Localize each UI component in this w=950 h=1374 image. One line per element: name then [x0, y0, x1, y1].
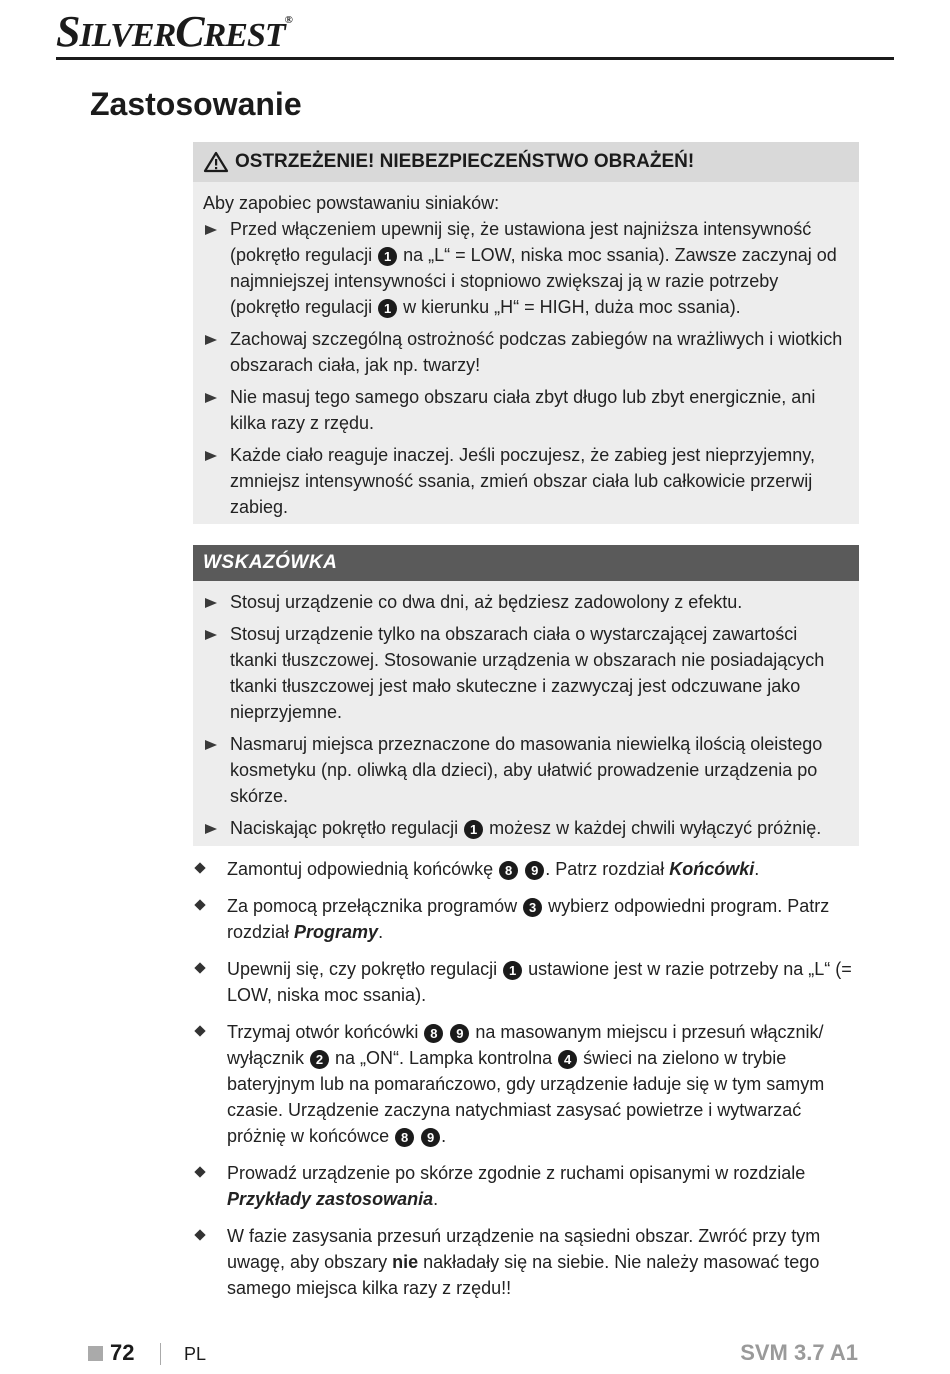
- warning-box: [193, 142, 859, 524]
- diamond-bullet-icon: [194, 962, 205, 973]
- part-number-badge: 4: [558, 1050, 577, 1069]
- part-number-badge: 8: [499, 861, 518, 880]
- list-item: Zachowaj szczególną ostrożność podczas zabiegów na wrażliwych i wiotkich obszarach ciała, jak np. twarzy!: [203, 326, 849, 378]
- footer-separator: [160, 1343, 161, 1365]
- part-number-badge: 1: [464, 820, 483, 839]
- chapter-reference: Programy: [294, 922, 379, 942]
- arrow-bullet-icon: [205, 393, 217, 403]
- step-item: Za pomocą przełącznika programów 3 wybierz odpowiedni program. Patrz rozdział Programy.: [193, 893, 859, 945]
- arrow-bullet-icon: [205, 225, 217, 235]
- page-footer: [88, 1340, 858, 1370]
- language-code: PL: [184, 1344, 207, 1364]
- chapter-reference: Przykłady zastosowania: [227, 1189, 434, 1209]
- header-rule: [56, 57, 894, 60]
- diamond-bullet-icon: [194, 899, 205, 910]
- page-number: 72: [110, 1340, 135, 1365]
- arrow-bullet-icon: [205, 824, 217, 834]
- step-item: Trzymaj otwór końcówki 8 9 na masowanym miejscu i przesuń włącznik/ wyłącznik 2 na „ON“. Lampka kontrolna 4 świeci na zielono w trybie bateryjnym lub na pomarańczowo, gdy urządzenie ładuje się w tym samym czasie. Urządzenie zaczyna natychmiast zasysać powietrze i wytwarzać próżnię w końcówce 8 9 .: [193, 1019, 859, 1149]
- step-item: Zamontuj odpowiednią końcówkę 8 9 . Patrz rozdział Końcówki.: [193, 856, 859, 882]
- warning-heading-text: OSTRZEŻENIE! NIEBEZPIECZEŃSTWO OBRAŻEŃ!: [235, 151, 695, 172]
- part-number-badge: 8: [424, 1024, 443, 1043]
- page-title: Zastosowanie: [90, 86, 302, 122]
- step-item: W fazie zasysania przesuń urządzenie na sąsiedni obszar. Zwróć przy tym uwagę, aby obszary nie nakładały się na siebie. Nie należy masować tego samego miejsca kilka razy z rzędu!!: [193, 1223, 859, 1301]
- part-number-badge: 1: [378, 247, 397, 266]
- list-item: Każde ciało reaguje inaczej. Jeśli poczujesz, że zabieg jest nieprzyjemny, zmniejsz intensywność ssania, zmień obszar ciała lub całkowicie przerwij zabieg.: [203, 442, 849, 520]
- part-number-badge: 1: [378, 299, 397, 318]
- warning-intro: Aby zapobiec powstawaniu siniaków:: [203, 193, 500, 213]
- hint-list: [193, 581, 859, 841]
- list-item: Stosuj urządzenie tylko na obszarach ciała o wystarczającej zawartości tkanki tłuszczowej. Stosowanie urządzenia w obszarach nie posiadających tkanki tłuszczowej jest mało skuteczne i zazwyczaj jest odczuwane jako nieprzyjemne.: [203, 621, 849, 725]
- part-number-badge: 9: [450, 1024, 469, 1043]
- warning-triangle-icon: [203, 151, 229, 173]
- emphasis-text: nie: [392, 1252, 419, 1272]
- step-item: Upewnij się, czy pokrętło regulacji 1 ustawione jest w razie potrzeby na „L“ (= LOW, niska moc ssania).: [193, 956, 859, 1008]
- arrow-bullet-icon: [205, 335, 217, 345]
- list-item: Nasmaruj miejsca przeznaczone do masowania niewielką ilością oleistego kosmetyku (np. oliwką dla dzieci), aby ułatwić prowadzenie urządzenia po skórze.: [203, 731, 849, 809]
- part-number-badge: 1: [503, 961, 522, 980]
- part-number-badge: 3: [523, 898, 542, 917]
- diamond-bullet-icon: [194, 1166, 205, 1177]
- part-number-badge: 8: [395, 1128, 414, 1147]
- part-number-badge: 9: [525, 861, 544, 880]
- arrow-bullet-icon: [205, 740, 217, 750]
- hint-box: [193, 545, 859, 846]
- chapter-reference: Końcówki: [669, 859, 755, 879]
- warning-heading: [193, 142, 859, 182]
- arrow-bullet-icon: [205, 451, 217, 461]
- part-number-badge: 9: [421, 1128, 440, 1147]
- footer-square-marker: [88, 1346, 103, 1361]
- list-item: Nie masuj tego samego obszaru ciała zbyt długo lub zbyt energicznie, ani kilka razy z rzędu.: [203, 384, 849, 436]
- hint-heading: WSKAZÓWKA: [193, 545, 859, 581]
- list-item: Naciskając pokrętło regulacji 1 możesz w każdej chwili wyłączyć próżnię.: [203, 815, 849, 841]
- step-item: Prowadź urządzenie po skórze zgodnie z ruchami opisanymi w rozdziale Przykłady zastosowania.: [193, 1160, 859, 1212]
- brand-logo: SILVERCREST®: [56, 7, 292, 56]
- arrow-bullet-icon: [205, 630, 217, 640]
- part-number-badge: 2: [310, 1050, 329, 1069]
- diamond-bullet-icon: [194, 1229, 205, 1240]
- instruction-steps: [193, 856, 859, 1312]
- list-item: Stosuj urządzenie co dwa dni, aż będziesz zadowolony z efektu.: [203, 589, 849, 615]
- model-number: SVM 3.7 A1: [740, 1340, 858, 1365]
- warning-list: [193, 216, 859, 520]
- list-item: Przed włączeniem upewnij się, że ustawiona jest najniższa intensywność (pokrętło regulacji 1 na „L“ = LOW, niska moc ssania). Zawsze zaczynaj od najmniejszej intensywności i stopniowo zwiększaj ją w razie potrzeby (pokrętło regulacji 1 w kierunku „H“ = HIGH, duża moc ssania).: [203, 216, 849, 320]
- diamond-bullet-icon: [194, 862, 205, 873]
- arrow-bullet-icon: [205, 598, 217, 608]
- diamond-bullet-icon: [194, 1025, 205, 1036]
